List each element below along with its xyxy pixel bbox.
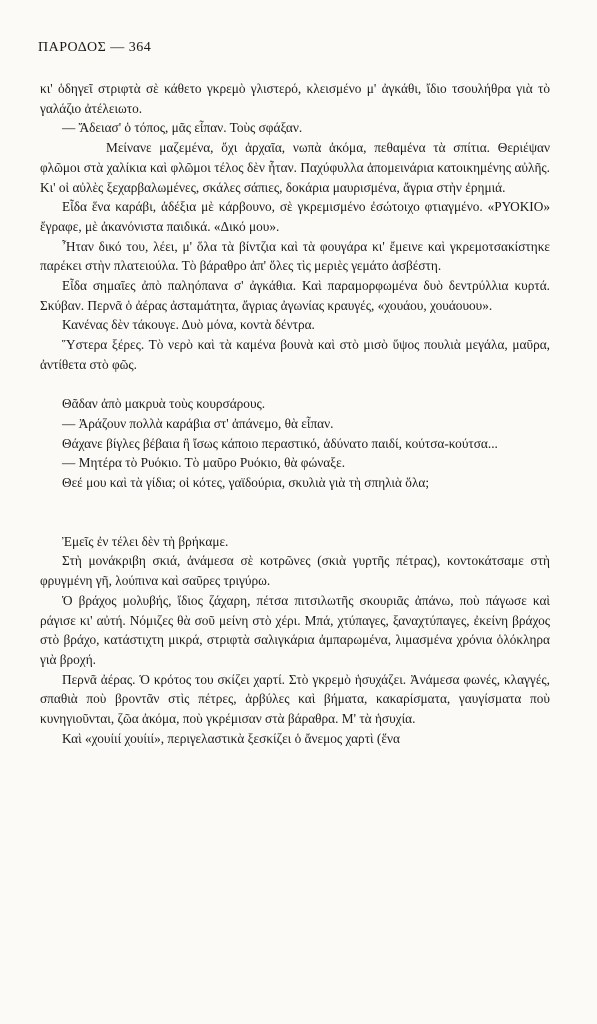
paragraph: — Μητέρα τὸ Ρυόκιο. Τὸ μαῦρο Ρυόκιο, θὰ φώναξε. [62,455,346,471]
paragraph: Ὕστερα ξέρες. Τὸ νερὸ καὶ τὰ καμένα βουνὰ καὶ στὸ μισὸ ὕψος πουλιὰ μεγάλα, μαῦρα, ἀντίθετα στὸ φῶς. [40,337,550,372]
paragraph: Κανένας δὲν τάκουγε. Δυὸ μόνα, κοντὰ δέντρα. [62,317,315,333]
running-head: ΠΑΡΟΔΟΣ — 364 [38,40,152,55]
body-text [40,79,550,748]
paragraph: Εἶδα σημαῖες ἀπὸ παληόπανα σ' ἀγκάθια. Καὶ παραμορφωμένα δυὸ δεντρύλλια κυρτά. Σκύβαν. Περνᾶ ὁ ἀέρας ἀσταμάτητα, ἄγριας ἀγωνίας κραυγές, «χουάου, χουάουου». [40,278,550,313]
paragraph: Εἶδα ἕνα καράβι, ἀδέξια μὲ κάρβουνο, σὲ γκρεμισμένο ἐσώτοιχο φτιαγμένο. «ΡΥΟΚΙΟ» ἔγραφε, μὲ ἀκανόνιστα παιδικά. «Δικό μου». [40,199,550,234]
paragraph: — Ἄδειασ' ὁ τόπος, μᾶς εἶπαν. Τοὺς σφάξαν. [62,120,303,136]
paragraph: Ὁ βράχος μολυβής, ἴδιος ζάχαρη, πέτσα πιτσιλωτῆς σκουριᾶς ἀπάνω, ποὺ πάγωσε καὶ ράγισε κι' αὐτή. Νόμιζες θὰ σοῦ μείνη στὸ χέρι. Μπά, χτύπαγες, ξαναχτύπαγες, ἐκείνη βράχος στὸ βράχο, κατάστιχτη μικρά, στριφτὰ σαλιγκάρια ἀμπαρωμένα, λιμασμένα χρόνια ὁλόκληρα γιὰ βροχή. [40,592,550,667]
paragraph: Στὴ μονάκριβη σκιά, ἀνάμεσα σὲ κοτρῶνες (σκιὰ γυρτῆς πέτρας), κοντοκάτσαμε στὴ φρυγμένη γῆ, λούπινα καὶ σαῦρες τριγύρω. [40,553,550,589]
paragraph: Καὶ «χουίιί χουίιί», περιγελαστικὰ ξεσκίζει ὁ ἄνεμος χαρτὶ (ἕνα [62,730,400,746]
paragraph: Μείνανε μαζεμένα, ὄχι ἀρχαῖα, νωπὰ ἀκόμα, πεθαμένα τὰ σπίτια. Θεριέψαν φλῶμοι στὰ χαλίκια καὶ φλῶμοι τέλος δὲν ἦταν. Παχύφυλλα ἀπομεινάρια κατοικημένης αὐλῆς. Κι' οἱ αὐλὲς ξεχαρβαλωμένες, σκάλες σάπιες, δοκάρια μαυρισμένα, ἄγρια στὴν ἐρημιά. [40,140,550,195]
paragraph: Περνᾶ ἀέρας. Ὁ κρότος του σκίζει χαρτί. Στὸ γκρεμὸ ἡσυχάζει. Ἀνάμεσα φωνές, κλαγγές, σπαθιὰ ποὺ βροντᾶν στὶς πέτρες, ἀρβύλες καὶ βήματα, κακαρίσματα, γαυγίσματα ποὺ κυνηγιοῦνται, ζῶα ἀκόμα, ποὺ γκρέμισαν στὰ βάραθρα. Μ' τὰ ἡσυχία. [40,671,550,727]
paragraph: Θεέ μου καὶ τὰ γίδια; οἱ κότες, γαϊδούρια, σκυλιὰ γιὰ τὴ σπηλιὰ ὅλα; [62,475,430,491]
paragraph: — Ἀράζουν πολλὰ καράβια στ' ἀπάνεμο, θὰ εἶπαν. [62,415,334,431]
paragraph: Θάχανε βίγλες βέβαια ἢ ἴσως κάποιο περαστικό, ἀδύνατο παιδί, κούτσα-κούτσα... [62,435,498,451]
paragraph: Ἐμεῖς ἐν τέλει δὲν τὴ βρήκαμε. [62,533,229,549]
paragraph: κι' ὁδηγεῖ στριφτὰ σὲ κάθετο γκρεμὸ γλιστερό, κλεισμένο μ' ἀγκάθι, ἴδιο τσουλήθρα γιὰ τὸ γαλάζιο ἀτέλειωτο. [40,81,550,116]
paragraph: Θᾶδαν ἀπὸ μακρυὰ τοὺς κουρσάρους. [62,396,266,412]
paragraph: Ἦταν δικό του, λέει, μ' ὅλα τὰ βίντζια καὶ τὰ φουγάρα κι' ἔμεινε καὶ γκρεμοτσακίστηκε παρέκει στὴν πλατειούλα. Τὸ βάραθρο ἀπ' ὅλες τὶς μεριὲς γεμάτο ἀσβέστη. [40,238,550,274]
